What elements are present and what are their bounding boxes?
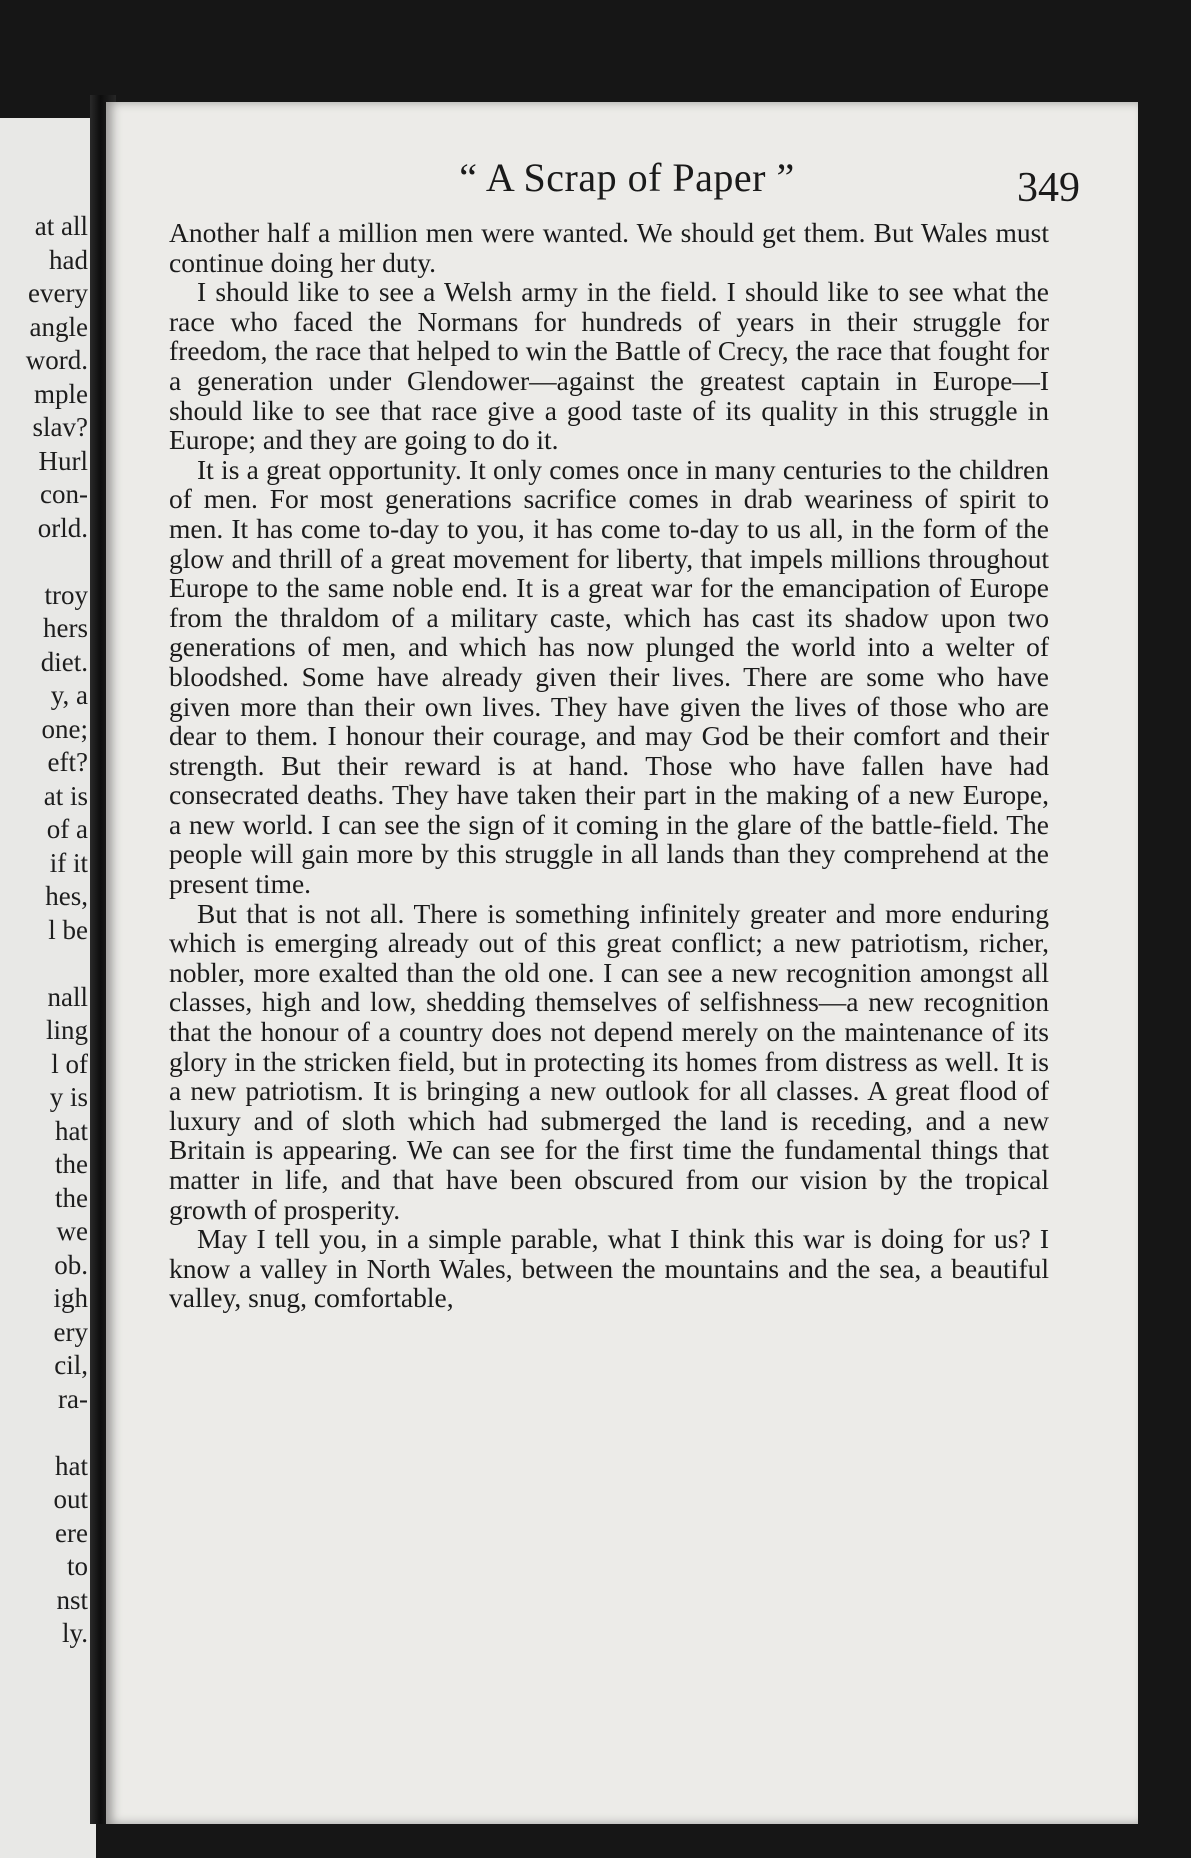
left-page-line: ling [45,1015,88,1045]
left-page-line: slav? [32,412,88,442]
left-page-line: mple [34,378,88,409]
left-page-line: Hurl [38,445,88,476]
left-page-line: l of [51,1048,88,1079]
left-page-line: to [66,1551,88,1581]
left-page-line: l be [48,914,88,945]
left-page-line: out [53,1484,88,1514]
paragraph: But that is not all. There is something infinitely greater and more enduring which is emerging already out of this great conflict; a new patriotism, richer, nobler, more exalted than the old one. I can see a new recognition amongst all classes, high and low, shedding themselves of selfishness—a new recognition that the honour of a country does not depend merely on the maintenance of its glory in the stricken field, but in protecting its homes from distress as well. It is a new patriotism. It is bringing a new outlook for all classes. A great flood of luxury and of sloth which had submerged the land is receding, and a new Britain is appearing. We can see for the first time the fundamental things that matter in life, and that have been obscured from our vision by the tropical growth of prosperity. [169,897,1049,1225]
left-page-line: we [56,1216,88,1246]
page-header [166,154,1088,214]
left-page-line: had [49,244,88,275]
left-page-line: cil, [54,1350,88,1380]
paragraph: Another half a million men were wanted. We should get them. But Wales must continue doing her duty. [169,217,1049,278]
left-page-line: hers [43,613,88,643]
left-page-line: con- [40,479,88,509]
left-page-line [26,947,88,981]
left-page-line: ery [53,1316,88,1347]
running-title: “ A Scrap of Paper ” [459,155,795,200]
left-page-fragment [0,118,96,1858]
left-page-line: diet. [40,646,88,677]
left-page-line: hes, [45,881,88,911]
left-page-line: the [55,1149,88,1179]
left-page-line: ly. [62,1618,88,1648]
left-page-line [26,1416,88,1450]
left-page-line: word. [25,345,88,375]
left-page-line: at is [43,780,88,811]
left-page-line: igh [53,1283,88,1313]
left-page-line: of a [46,814,88,844]
left-page-line: eft? [47,747,88,777]
left-page-line: at all [34,211,88,241]
left-page-line: y is [49,1082,88,1112]
paragraph: I should like to see a Welsh army in the field. I should like to see what the race who faced the Normans for hundreds of years in their struggle for freedom, the race that helped to win the Battle of Crecy, the race that fought for a generation under Glendower—against the greatest captain in Europe—I should like to see that race give a good taste of its quality in this struggle in Europe; and they are going to do it. [169,276,1049,456]
left-page-line: one; [41,713,88,744]
left-page-line: nall [47,981,88,1012]
left-page-line [26,545,88,579]
left-page-text [26,210,88,1651]
left-page-line: ra- [58,1383,88,1414]
left-page-line: y, a [50,680,88,710]
left-page-line: hat [55,1115,88,1146]
left-page-line: troy [44,579,88,610]
left-page-line: the [55,1182,88,1213]
left-page-line: if it [49,847,88,878]
paragraph: May I tell you, in a simple parable, what I think this war is doing for us? I know a valley in North Wales, between the mountains and the sea, a beautiful valley, snug, comfortable, [169,1223,1049,1314]
left-page-line: orld. [37,512,88,543]
left-page-line: ob. [54,1249,88,1280]
paragraph: It is a great opportunity. It only comes once in many centuries to the children of men. For most generations sacrifice comes in drab weariness of spirit to men. It has come to-day to you, it has come to-day to us all, in the form of the glow and thrill of a great movement for liberty, that impels millions throughout Europe to the same noble end. It is a great war for the emancipation of Europe from the thraldom of a military caste, which has cast its shadow upon two generations of men, and which has now plunged the world into a welter of bloodshed. Some have already given their lives. There are some who have given more than their own lives. They have given the lives of those who are dear to them. I honour their courage, and may God be their comfort and their strength. But their reward is at hand. Those who have fallen have had consecrated deaths. They have taken their part in the making of a new Europe, a new world. I can see the sign of it coming in the glare of the battle-field. The people will gain more by this struggle in all lands than they comprehend at the present time. [169,453,1049,900]
book-page [106,102,1138,1824]
body-text [169,218,1049,1313]
page-number: 349 [1017,165,1080,211]
left-page-line: every [28,278,88,308]
left-page-line: angle [29,311,88,342]
left-page-line: nst [56,1584,88,1615]
left-page-line: ere [55,1517,88,1548]
left-page-line: hat [55,1450,88,1481]
